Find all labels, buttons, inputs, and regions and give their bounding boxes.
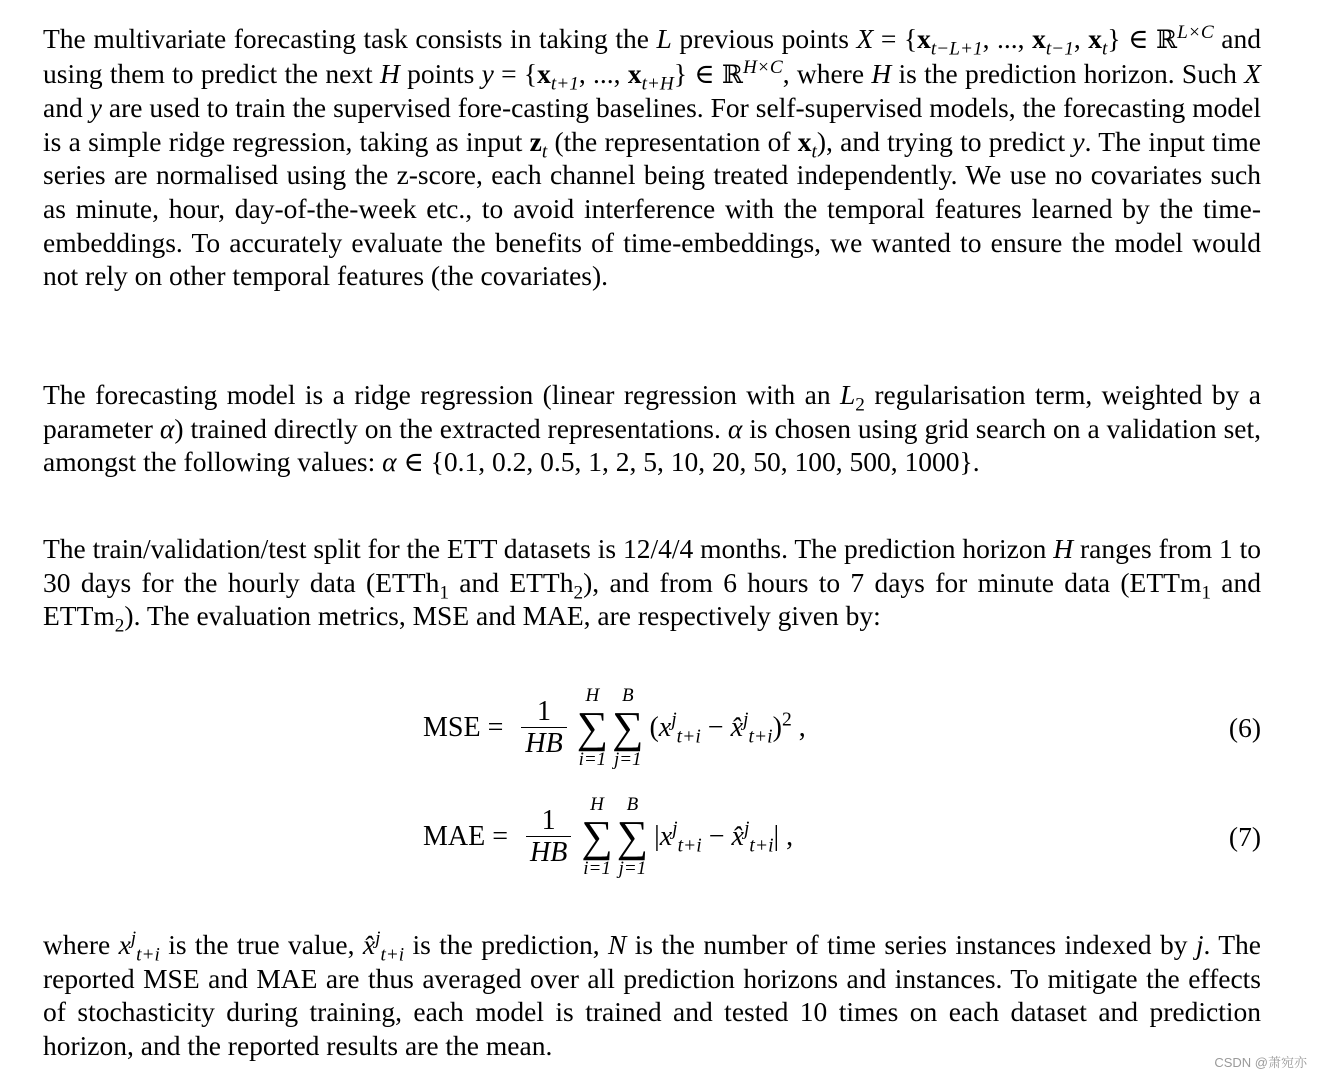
text: ∈ {0.1, 0.2, 0.5, 1, 2, 5, 10, 20, 50, 100, 500, 1000}. — [396, 446, 980, 478]
text: is the prediction horizon. Such — [891, 57, 1245, 89]
math-X: X — [1244, 57, 1262, 89]
math-subscript: t+i — [676, 726, 701, 748]
math-subscript: t+i — [136, 944, 160, 966]
text: and — [43, 92, 90, 124]
text: is the prediction, — [404, 929, 608, 960]
text: ranges from 1 to 30 days for the hourly data (ETTh — [43, 533, 1261, 598]
text: ) trained directly on the extracted representations. — [174, 412, 728, 444]
sigma-symbol: ∑ — [616, 812, 649, 861]
math-H: H — [379, 57, 400, 89]
subscript: 1 — [439, 582, 449, 604]
math-reals: ℝ — [721, 59, 743, 89]
fraction-numerator: 1 — [541, 804, 556, 836]
text: is chosen using grid search on a validation set, amongst the following values: — [43, 412, 1261, 478]
math-y: y — [481, 57, 494, 89]
math-subscript: t — [1102, 38, 1108, 60]
math-X: X — [856, 23, 874, 54]
equation-mae — [43, 787, 1261, 887]
text: The train/validation/test split for the ETT datasets is 12/4/4 months. The prediction horizon — [43, 533, 1054, 564]
equation-lhs: MSE = — [423, 712, 504, 743]
math-x: x — [118, 929, 131, 960]
fraction-denominator: HB — [526, 836, 571, 869]
sum-lower-limit: j=1 — [613, 749, 642, 770]
text: ). The evaluation metrics, MSE and MAE, are respectively given by: — [124, 600, 881, 632]
text: ), and trying to predict — [816, 125, 1073, 157]
math-H: H — [871, 57, 892, 89]
text: previous points — [671, 23, 857, 54]
comma: , — [791, 712, 806, 743]
math-subscript: t+i — [380, 944, 405, 966]
text: regularisation term, weighted by a parameter — [43, 379, 1261, 444]
math-superscript: H×C — [742, 56, 783, 78]
math-x: x — [917, 23, 931, 54]
sum-lower-limit: j=1 — [618, 858, 647, 879]
math-alpha: α — [382, 446, 397, 478]
text: The multivariate forecasting task consists in taking the — [43, 23, 657, 54]
paragraph-metric-definitions — [43, 928, 1261, 1062]
fraction — [526, 806, 571, 869]
math-L: L — [839, 379, 856, 410]
minus: − — [700, 712, 731, 743]
math-y: y — [1072, 125, 1085, 157]
text: , ..., — [982, 23, 1033, 54]
math-superscript: j — [375, 927, 381, 949]
math-subscript: t — [811, 141, 817, 163]
equation-term — [649, 709, 806, 748]
math-subscript: t+i — [677, 835, 702, 857]
math-subscript: 2 — [855, 394, 865, 416]
math-superscript: j — [671, 709, 677, 731]
text: and ETTm — [43, 566, 1261, 632]
math-subscript: t+i — [749, 835, 774, 857]
math-xhat: x̂ — [362, 929, 376, 960]
equation-lhs: MAE = — [423, 821, 509, 852]
summation-i — [581, 795, 612, 879]
math-y: y — [89, 92, 102, 124]
math-subscript: t−L+1 — [930, 38, 983, 60]
sum-lower-limit: i=1 — [578, 749, 607, 770]
paren: ) — [772, 712, 782, 743]
text: is the number of time series instances indexed by — [626, 929, 1196, 960]
text: where — [43, 929, 119, 960]
abs-bar: | — [773, 821, 780, 852]
math-x: x — [658, 712, 672, 743]
subscript: 1 — [1201, 582, 1211, 604]
text: are used to train the supervised fore-casting baselines. For self-supervised models, the forecasting model is a simple ridge regression, taking as input — [43, 92, 1261, 157]
math-L: L — [656, 23, 672, 54]
math-H: H — [1053, 533, 1074, 564]
math-x: x — [627, 57, 642, 89]
summation-i — [577, 686, 608, 770]
csdn-watermark: CSDN @萧宛亦 — [1214, 1055, 1307, 1070]
text: is the true value, — [159, 929, 363, 960]
math-reals: ℝ — [1156, 25, 1178, 54]
math-xhat: x̂ — [731, 821, 744, 852]
math-superscript: j — [130, 927, 137, 949]
sigma-symbol: ∑ — [581, 812, 613, 861]
sum-upper-limit: H — [590, 794, 604, 815]
equation-body — [423, 787, 793, 887]
paren: ( — [649, 712, 659, 743]
text: = { — [493, 57, 538, 89]
text: and using them to predict the next — [43, 23, 1261, 89]
text: = { — [873, 23, 918, 54]
equation-body — [423, 678, 806, 778]
summation-j — [617, 795, 648, 879]
text: and ETTh — [448, 566, 574, 598]
text: } ∈ — [673, 57, 722, 89]
text: (the representation of — [547, 125, 798, 157]
summation-j — [612, 686, 643, 770]
math-z: z — [529, 125, 542, 157]
math-alpha: α — [159, 412, 175, 444]
power: 2 — [781, 709, 792, 731]
sum-upper-limit: B — [626, 794, 639, 815]
text: , — [1073, 23, 1089, 54]
fraction-numerator: 1 — [537, 695, 552, 727]
sum-lower-limit: i=1 — [583, 858, 611, 879]
text: , ..., — [578, 57, 628, 89]
math-subscript: t+H — [641, 73, 674, 95]
sum-upper-limit: H — [585, 685, 600, 706]
minus: − — [701, 821, 732, 852]
math-x: x — [1088, 23, 1103, 54]
equation-number: (6) — [1228, 712, 1261, 743]
paragraph-ett-split — [43, 532, 1261, 637]
fraction — [521, 697, 566, 760]
math-j: j — [1195, 929, 1204, 960]
text: } ∈ — [1107, 23, 1157, 54]
math-superscript: j — [672, 818, 678, 840]
text: ), and from 6 hours to 7 days for minute data (ETTm — [583, 566, 1202, 598]
math-subscript: t+i — [748, 726, 773, 748]
math-x: x — [797, 125, 812, 157]
math-superscript: j — [743, 709, 749, 731]
math-superscript: j — [743, 818, 750, 840]
text: , where — [782, 57, 872, 89]
equation-term — [654, 818, 794, 857]
math-xhat: x̂ — [730, 712, 744, 743]
text: The forecasting model is a ridge regression (linear regression with an — [43, 379, 840, 410]
text: . The reported MSE and MAE are thus averaged over all prediction horizons and instances. To mitigate the effects of stochasticity during training, each model is trained and tested 10 times on each dataset and prediction horizon, and the reported results are the mean. — [43, 929, 1261, 1061]
paragraph-forecasting-task — [43, 22, 1261, 293]
math-alpha: α — [727, 412, 743, 444]
math-x: x — [1032, 23, 1046, 54]
math-N: N — [607, 929, 627, 960]
math-subscript: t+1 — [550, 73, 579, 95]
math-x: x — [659, 821, 673, 852]
math-superscript: L×C — [1177, 21, 1214, 43]
math-x: x — [537, 57, 551, 89]
paragraph-ridge-regression — [43, 378, 1261, 479]
subscript: 2 — [573, 582, 584, 604]
math-subscript: t — [541, 141, 548, 163]
fraction-denominator: HB — [521, 727, 566, 760]
sigma-symbol: ∑ — [576, 703, 609, 752]
abs-bar: | — [654, 821, 660, 852]
math-subscript: t−1 — [1045, 38, 1074, 60]
equation-number: (7) — [1228, 821, 1261, 852]
sum-upper-limit: B — [621, 685, 634, 706]
text: points — [399, 57, 482, 89]
equation-mse — [43, 678, 1261, 778]
comma: , — [779, 821, 794, 852]
subscript: 2 — [114, 615, 125, 637]
text: . The input time series are normalised using the z-score, each channel being treated independently. We use no covariates such as minute, hour, day-of-the-week etc., to avoid interference with the temporal features learned by the time-embeddings. To accurately evaluate the benefits of time-embeddings, we wanted to ensure the model would not rely on other temporal features (the covariates). — [43, 125, 1262, 292]
sigma-symbol: ∑ — [612, 703, 644, 752]
